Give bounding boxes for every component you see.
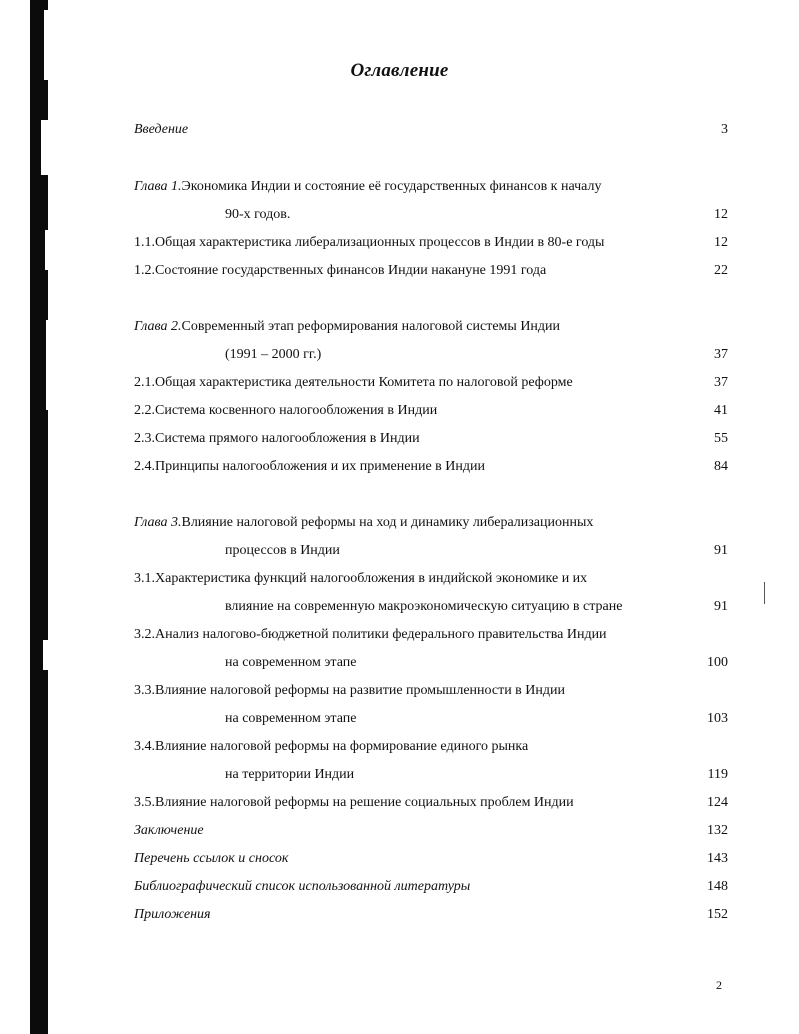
toc-page-number: 132: [707, 823, 728, 838]
toc-entry-continuation: на современном этапе: [225, 711, 357, 726]
toc-entry-3-5[interactable]: 3.5.Влияние налоговой реформы на решение социальных проблем Индии: [134, 795, 574, 810]
toc-entry-3-4[interactable]: 3.4.Влияние налоговой реформы на формирование единого рынка: [134, 739, 529, 754]
toc-entry-continuation: на территории Индии: [225, 767, 355, 782]
toc-entry-continuation: на современном этапе: [225, 655, 357, 670]
toc-page-number: 37: [714, 347, 728, 362]
toc-page-number: 41: [714, 403, 728, 418]
toc-entry-continuation: процессов в Индии: [225, 543, 340, 558]
toc-page-number: 119: [707, 767, 728, 782]
toc-entry-bibliography[interactable]: [134, 878, 470, 896]
toc-page-number: 55: [714, 431, 728, 446]
toc-page-number: 124: [707, 795, 728, 810]
toc-entry-text: Влияние налоговой реформы на ход и динамику либерализационных: [181, 515, 594, 530]
toc-entry-label: Введение: [134, 122, 189, 137]
toc-entry-3-2[interactable]: 3.2.Анализ налогово-бюджетной политики федерального правительства Индии: [134, 627, 607, 642]
toc-entry-text: Современный этап реформирования налоговой системы Индии: [181, 319, 561, 334]
scan-artifact: [764, 582, 765, 604]
toc-entry-label: Приложения: [134, 907, 211, 922]
toc-page-number: 91: [714, 599, 728, 614]
toc-entry-label: Библиографический список использованной литературы: [134, 879, 471, 894]
toc-page-number: 3: [721, 122, 728, 137]
chapter-label: Глава 3.: [134, 515, 182, 530]
footer-page-number: 2: [716, 978, 722, 992]
toc-entry-conclusion[interactable]: [134, 822, 204, 840]
chapter-label: Глава 1.: [134, 179, 182, 194]
toc-page-number: 12: [714, 207, 728, 222]
scan-binding-edge: [30, 0, 48, 1034]
toc-entry-1-2[interactable]: 1.2.Состояние государственных финансов Индии накануне 1991 года: [134, 263, 547, 278]
chapter-label: Глава 2.: [134, 319, 182, 334]
toc-page-number: 152: [707, 907, 728, 922]
toc-page-number: 143: [707, 851, 728, 866]
toc-page-number: 12: [714, 235, 728, 250]
toc-entry-chapter-3[interactable]: [134, 514, 593, 532]
toc-entry-text: Экономика Индии и состояние её государственных финансов к началу: [181, 179, 602, 194]
toc-entry-2-1[interactable]: 2.1.Общая характеристика деятельности Комитета по налоговой реформе: [134, 375, 573, 390]
toc-entry-label: Заключение: [134, 823, 204, 838]
toc-entry-continuation: 90-х годов.: [225, 207, 291, 222]
toc-page-number: 37: [714, 375, 728, 390]
toc-entry-3-3[interactable]: 3.3.Влияние налоговой реформы на развитие промышленности в Индии: [134, 683, 566, 698]
toc-entry-continuation: (1991 – 2000 гг.): [225, 347, 322, 362]
toc-entry-2-2[interactable]: 2.2.Система косвенного налогообложения в Индии: [134, 403, 438, 418]
toc-page-number: 100: [707, 655, 728, 670]
toc-page-number: 91: [714, 543, 728, 558]
toc-entry-references[interactable]: [134, 850, 288, 868]
toc-entry-chapter-2[interactable]: [134, 318, 560, 336]
toc-entry-introduction[interactable]: [134, 121, 188, 139]
toc-entry-2-3[interactable]: 2.3.Система прямого налогообложения в Индии: [134, 431, 420, 446]
page-title: Оглавление: [350, 60, 449, 81]
toc-entry-appendices[interactable]: [134, 906, 211, 924]
toc-page-number: 148: [707, 879, 728, 894]
toc-entry-label: Перечень ссылок и сносок: [134, 851, 289, 866]
toc-entry-continuation: влияние на современную макроэкономическую ситуацию в стране: [225, 599, 623, 614]
toc-page-number: 103: [707, 711, 728, 726]
toc-page-number: 84: [714, 459, 728, 474]
toc-entry-1-1[interactable]: 1.1.Общая характеристика либерализационных процессов в Индии в 80-е годы: [134, 235, 605, 250]
toc-entry-2-4[interactable]: 2.4.Принципы налогообложения и их применение в Индии: [134, 459, 485, 474]
toc-entry-3-1[interactable]: 3.1.Характеристика функций налогообложения в индийской экономике и их: [134, 571, 588, 586]
toc-entry-chapter-1[interactable]: [134, 178, 602, 196]
toc-page-number: 22: [714, 263, 728, 278]
